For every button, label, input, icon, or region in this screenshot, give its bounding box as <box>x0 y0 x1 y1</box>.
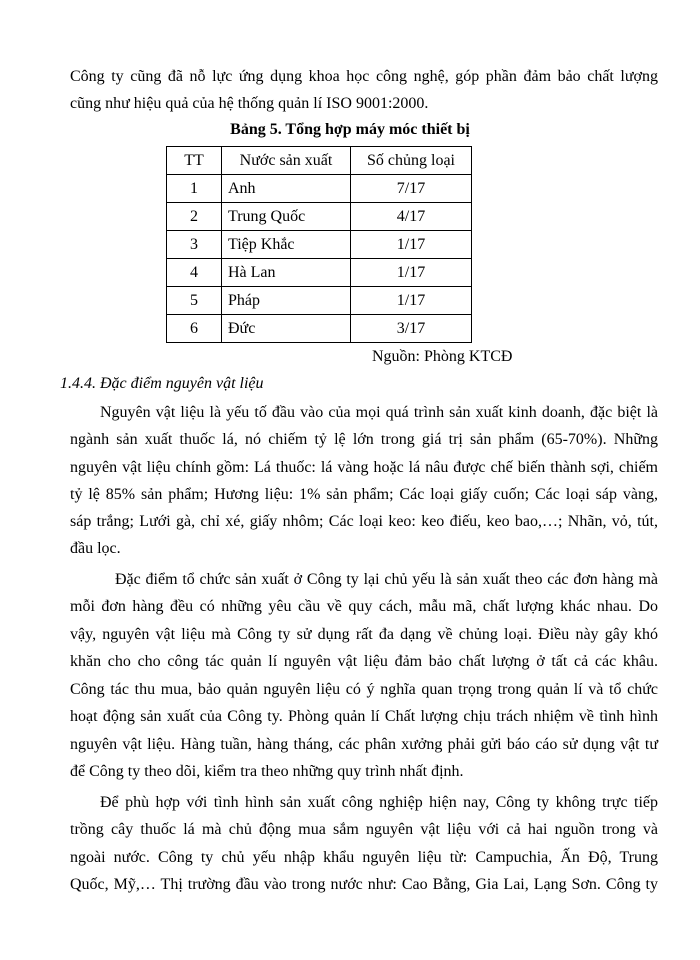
paragraph-line: tỷ lệ 85% sản phẩm; Hương liệu: 1% sản phẩm; Các loại giấy cuốn; Các loại sáp vàng, <box>70 486 658 503</box>
cell-country: Tiệp Khắc <box>222 231 351 259</box>
paragraph-line: trồng cây thuốc lá mà chủ động mua sắm nguyên vật liệu với cả hai nguồn trong và <box>70 821 658 838</box>
paragraph-line: ngoài nước. Công ty chủ yếu nhập khẩu nguyên liệu từ: Campuchia, Ấn Độ, Trung <box>70 849 658 866</box>
paragraph-line: để Công ty theo dõi, kiểm tra theo những quy trình nhất định. <box>70 763 464 780</box>
cell-country: Hà Lan <box>222 259 351 287</box>
cell-country: Pháp <box>222 287 351 315</box>
table-row <box>167 259 472 287</box>
paragraph-line: nguyên vật liệu. Hàng tuần, hàng tháng, các phân xưởng phải gửi báo cáo sử dụng vật tư <box>70 736 658 753</box>
table-row <box>167 175 472 203</box>
cell-country: Trung Quốc <box>222 203 351 231</box>
cell-tt: 2 <box>167 203 222 231</box>
paragraph-line: mỗi đơn hàng đều có những yêu cầu về quy cách, mẫu mã, chất lượng khác nhau. Do <box>70 598 658 615</box>
table-row <box>167 315 472 343</box>
cell-tt: 1 <box>167 175 222 203</box>
table-row <box>167 287 472 315</box>
table-caption: Bảng 5. Tổng hợp máy móc thiết bị <box>230 121 470 138</box>
intro-line-2: cũng như hiệu quả của hệ thống quản lí ISO 9001:2000. <box>70 95 429 112</box>
cell-count: 4/17 <box>351 203 472 231</box>
cell-country: Anh <box>222 175 351 203</box>
cell-count: 1/17 <box>351 287 472 315</box>
cell-tt: 4 <box>167 259 222 287</box>
header-country: Nước sản xuất <box>222 147 351 175</box>
table-row <box>167 203 472 231</box>
cell-count: 1/17 <box>351 231 472 259</box>
section-heading: 1.4.4. Đặc điểm nguyên vật liệu <box>60 375 264 392</box>
paragraph-line: ngành sản xuất thuốc lá, nó chiếm tỷ lệ lớn trong giá trị sản phẩm (65-70%). Những <box>70 431 658 448</box>
paragraph-line: Nguyên vật liệu là yếu tố đầu vào của mọi quá trình sản xuất kinh doanh, đặc biệt là <box>100 404 658 421</box>
paragraph-line: hoạt động sản xuất của Công ty. Phòng quản lí Chất lượng chịu trách nhiệm về tình hình <box>70 708 658 725</box>
equipment-table <box>166 146 472 343</box>
table-source: Nguồn: Phòng KTCĐ <box>372 348 513 365</box>
paragraph-line: Quốc, Mỹ,… Thị trường đầu vào trong nước như: Cao Bằng, Gia Lai, Lạng Sơn. Công ty <box>70 876 658 893</box>
paragraph-line: nguyên vật liệu chính gồm: Lá thuốc: lá vàng hoặc lá nâu được chế biến thành sợi, chiếm <box>70 459 658 476</box>
paragraph-line: sáp trắng; Lưới gà, chỉ xé, giấy nhôm; Các loại keo: keo điếu, keo bao,…; Nhãn, vỏ, tút, <box>70 513 658 530</box>
paragraph-line: đầu lọc. <box>70 540 121 557</box>
cell-tt: 5 <box>167 287 222 315</box>
cell-country: Đức <box>222 315 351 343</box>
header-tt: TT <box>167 147 222 175</box>
cell-count: 7/17 <box>351 175 472 203</box>
header-count: Số chủng loại <box>351 147 472 175</box>
cell-tt: 3 <box>167 231 222 259</box>
paragraph-line: khăn cho cho công tác quản lí nguyên vật liệu đảm bảo chất lượng ở tất cả các khâu. <box>70 653 658 670</box>
paragraph-line: Đặc điểm tổ chức sản xuất ở Công ty lại chủ yếu là sản xuất theo các đơn hàng mà <box>115 571 658 588</box>
table-row <box>167 231 472 259</box>
table-header-row <box>167 147 472 175</box>
cell-count: 1/17 <box>351 259 472 287</box>
cell-tt: 6 <box>167 315 222 343</box>
intro-line-1: Công ty cũng đã nỗ lực ứng dụng khoa học công nghệ, góp phần đảm bảo chất lượng <box>70 68 658 85</box>
paragraph-line: Để phù hợp với tình hình sản xuất công nghiệp hiện nay, Công ty không trực tiếp <box>100 794 658 811</box>
paragraph-line: Công tác thu mua, bảo quản nguyên liệu có ý nghĩa quan trọng trong quản lí và tổ chức <box>70 681 658 698</box>
cell-count: 3/17 <box>351 315 472 343</box>
paragraph-line: vậy, nguyên vật liệu mà Công ty sử dụng rất đa dạng về chủng loại. Điều này gây khó <box>70 626 658 643</box>
